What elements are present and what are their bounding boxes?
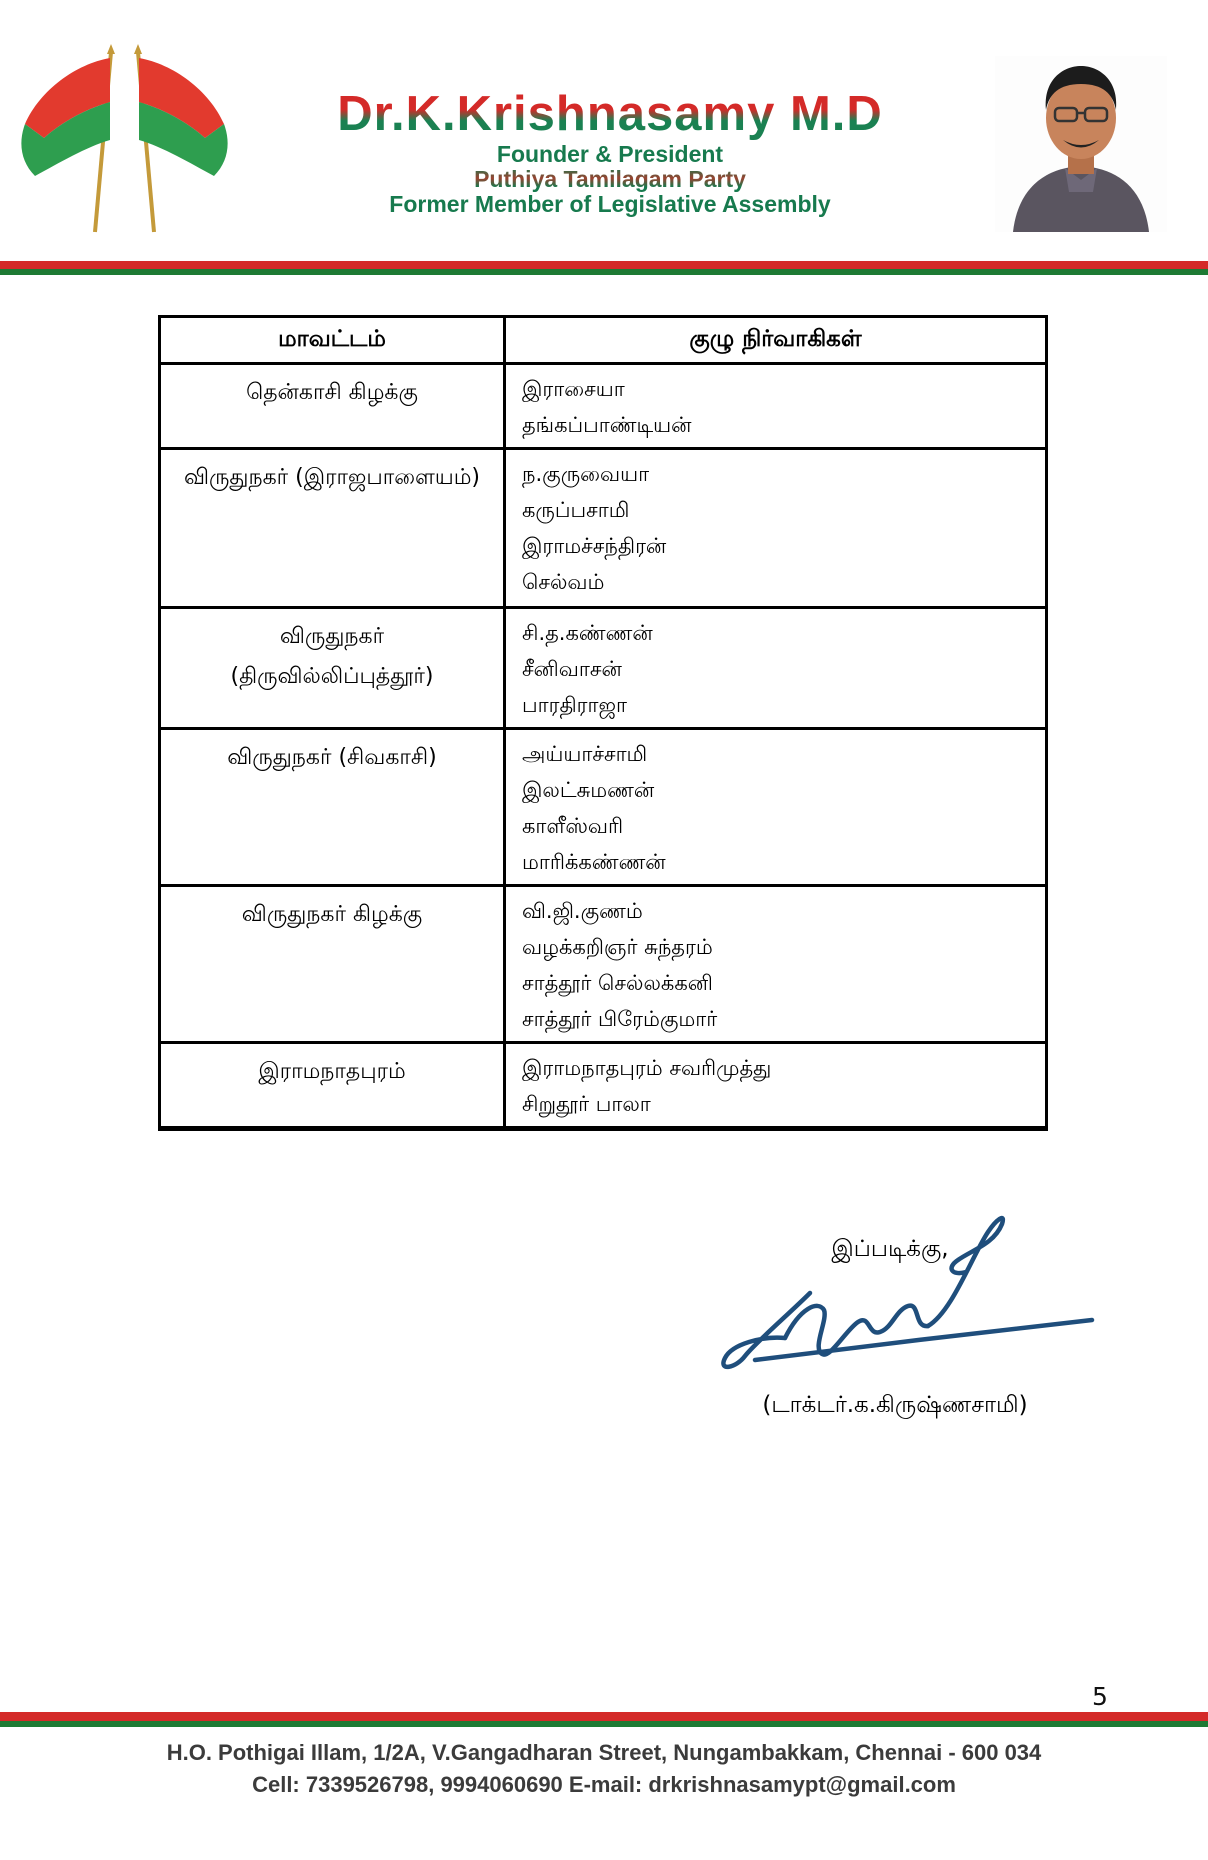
- members-cell: [505, 608, 1047, 729]
- subtitle-founder: Founder & President: [496, 141, 724, 167]
- district-cell: [160, 364, 505, 449]
- subtitle-party: Puthiya Tamilagam Party: [240, 167, 980, 192]
- subtitle-former-member: Former Member of Legislative Assembly: [389, 191, 831, 217]
- page-title: Dr.K.Krishnasamy M.D: [240, 86, 980, 142]
- member-name: சாத்தூர் பிரேம்குமார்: [522, 1007, 718, 1031]
- member-name: சி.த.கண்ணன்: [522, 621, 653, 645]
- member-name: வி.ஜி.குணம்: [522, 899, 643, 923]
- district-cell: [160, 608, 505, 729]
- district-line: விருதுநகர் கிழக்கு: [241, 902, 423, 927]
- committee-table: [158, 315, 1048, 1131]
- table-header-row: [160, 317, 1047, 364]
- signatory-name: (டாக்டர்.க.கிருஷ்ணசாமி): [762, 1392, 1028, 1418]
- member-name: இராமச்சந்திரன்: [522, 534, 667, 558]
- district-line: விருதுநகர் (சிவகாசி): [227, 745, 437, 770]
- district-cell: [160, 729, 505, 886]
- member-name: கருப்பசாமி: [522, 498, 630, 522]
- portrait-photo: [995, 56, 1167, 232]
- member-name: காளீஸ்வரி: [522, 814, 624, 838]
- member-name: வழக்கறிஞர் சுந்தரம்: [522, 935, 713, 959]
- table-row: [160, 729, 1047, 886]
- column-header-district: மாவட்டம்: [160, 317, 505, 364]
- members-cell: [505, 886, 1047, 1043]
- column-header-executives: குழு நிர்வாகிகள்: [505, 317, 1047, 364]
- table-row: [160, 364, 1047, 449]
- member-name: அய்யாச்சாமி: [522, 742, 648, 766]
- district-cell: [160, 449, 505, 608]
- table-row: [160, 608, 1047, 729]
- district-line: விருதுநகர் (இராஜபாளையம்): [183, 465, 481, 490]
- member-name: ந.குருவையா: [522, 462, 650, 486]
- members-cell: [505, 1043, 1047, 1129]
- bottom-rule-green: [0, 1721, 1208, 1727]
- committee-table-wrap: [158, 315, 1048, 1131]
- flags-svg: [12, 40, 237, 235]
- top-rule-green: [0, 269, 1208, 275]
- district-line: தென்காசி கிழக்கு: [246, 380, 418, 405]
- member-name: இராசையா: [522, 377, 625, 401]
- member-name: தங்கப்பாண்டியன்: [522, 413, 692, 437]
- party-flags-icon: [12, 40, 237, 235]
- members-cell: [505, 449, 1047, 608]
- letterhead-header: [240, 86, 980, 217]
- district-line: இராமநாதபுரம்: [258, 1059, 406, 1084]
- member-name: சீனிவாசன்: [522, 657, 622, 681]
- district-line: (திருவில்லிப்புத்தூர்): [230, 664, 434, 689]
- page-number: 5: [1092, 1682, 1108, 1711]
- member-name: இலட்சுமணன்: [522, 778, 655, 802]
- member-name: சாத்தூர் செல்லக்கனி: [522, 971, 713, 995]
- portrait-svg: [995, 56, 1167, 232]
- members-cell: [505, 364, 1047, 449]
- district-cell: [160, 1043, 505, 1129]
- signature-scribble: [700, 1208, 1100, 1380]
- district-line: விருதுநகர்: [279, 624, 385, 649]
- bottom-rule-red: [0, 1712, 1208, 1721]
- member-name: சிறுதூர் பாலா: [522, 1092, 651, 1116]
- members-cell: [505, 729, 1047, 886]
- member-name: இராமநாதபுரம் சவரிமுத்து: [522, 1056, 772, 1080]
- table-row: [160, 449, 1047, 608]
- top-rule-red: [0, 261, 1208, 269]
- member-name: பாரதிராஜா: [522, 693, 627, 717]
- member-name: மாரிக்கண்ணன்: [522, 850, 666, 874]
- member-name: செல்வம்: [522, 570, 605, 594]
- footer-address: H.O. Pothigai Illam, 1/2A, V.Gangadharan Street, Nungambakkam, Chennai - 600 034: [166, 1740, 1042, 1765]
- district-cell: [160, 886, 505, 1043]
- table-row: [160, 886, 1047, 1043]
- table-row: [160, 1043, 1047, 1129]
- footer-contact: Cell: 7339526798, 9994060690 E-mail: drkrishnasamypt@gmail.com: [252, 1772, 956, 1797]
- closing-text: இப்படிக்கு,: [831, 1236, 949, 1262]
